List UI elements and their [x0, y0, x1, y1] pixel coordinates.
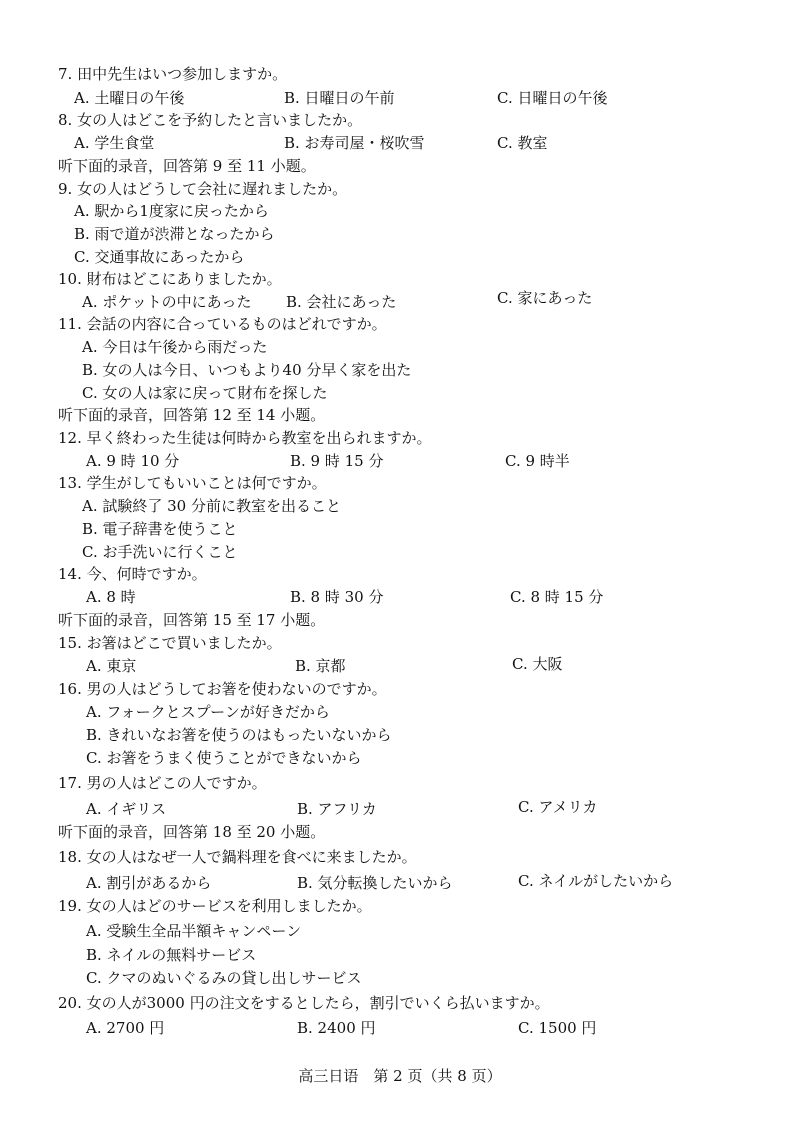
question-17: 17. 男の人はどこの人ですか。 — [58, 774, 267, 792]
question-14-option-b: B. 8 時 30 分 — [290, 588, 384, 606]
question-17-option-b: B. アフリカ — [297, 800, 377, 818]
question-10-option-a: A. ポケットの中にあった — [82, 293, 252, 311]
question-13: 13. 学生がしてもいいことは何ですか。 — [58, 474, 327, 492]
question-7-option-a: A. 土曜日の午後 — [74, 89, 185, 107]
question-8: 8. 女の人はどこを予約したと言いましたか。 — [58, 111, 363, 129]
question-10-option-c: C. 家にあった — [497, 289, 593, 307]
question-8-option-b: B. お寿司屋・桜吹雪 — [284, 134, 425, 152]
question-18-option-b: B. 気分転換したいから — [297, 874, 453, 892]
question-19: 19. 女の人はどのサービスを利用しましたか。 — [58, 897, 372, 915]
question-16-option-a: A. フォークとスプーンが好きだから — [86, 703, 330, 721]
question-8-option-a: A. 学生食堂 — [74, 134, 155, 152]
question-15-option-a: A. 東京 — [86, 657, 137, 675]
question-19-option-b: B. ネイルの無料サービス — [86, 946, 257, 964]
question-13-option-c: C. お手洗いに行くこと — [82, 543, 238, 561]
question-17-option-a: A. イギリス — [86, 800, 167, 818]
question-18-option-c: C. ネイルがしたいから — [518, 872, 674, 890]
question-9-option-c: C. 交通事故にあったから — [74, 248, 245, 266]
question-10: 10. 財布はどこにありましたか。 — [58, 270, 282, 288]
question-18-option-a: A. 割引があるから — [86, 874, 212, 892]
question-14-option-a: A. 8 時 — [86, 588, 136, 606]
question-20: 20. 女の人が3000 円の注文をするとしたら，割引でいくら払いますか。 — [58, 994, 550, 1012]
question-13-option-b: B. 電子辞書を使うこと — [82, 520, 238, 538]
question-15-option-c: C. 大阪 — [512, 655, 563, 673]
question-18: 18. 女の人はなぜ一人で鍋料理を食べに来ましたか。 — [58, 848, 417, 866]
question-12: 12. 早く終わった生徒は何時から教室を出られますか。 — [58, 429, 432, 447]
question-12-option-a: A. 9 時 10 分 — [86, 452, 180, 470]
question-14: 14. 今、何時ですか。 — [58, 565, 207, 583]
section-instruction-9-11: 听下面的录音，回答第 9 至 11 小题。 — [58, 157, 316, 175]
question-15-option-b: B. 京都 — [295, 657, 346, 675]
question-7-option-b: B. 日曜日の午前 — [284, 89, 395, 107]
question-9: 9. 女の人はどうして会社に遅れましたか。 — [58, 180, 348, 198]
question-20-option-a: A. 2700 円 — [86, 1019, 165, 1037]
question-12-option-c: C. 9 時半 — [505, 452, 570, 470]
question-9-option-b: B. 雨で道が渋滞となったから — [74, 225, 275, 243]
question-15: 15. お箸はどこで買いましたか。 — [58, 634, 282, 652]
question-19-option-a: A. 受験生全品半額キャンペーン — [86, 922, 302, 940]
question-8-option-c: C. 教室 — [497, 134, 548, 152]
question-12-option-b: B. 9 時 15 分 — [290, 452, 384, 470]
question-19-option-c: C. クマのぬいぐるみの貸し出しサービス — [86, 969, 362, 987]
question-13-option-a: A. 試験終了 30 分前に教室を出ること — [82, 497, 341, 515]
question-7: 7. 田中先生はいつ参加しますか。 — [58, 65, 288, 83]
question-16-option-c: C. お箸をうまく使うことができないから — [86, 749, 362, 767]
question-9-option-a: A. 駅から1度家に戻ったから — [74, 202, 269, 220]
question-17-option-c: C. アメリカ — [518, 798, 598, 816]
question-16-option-b: B. きれいなお箸を使うのはもったいないから — [86, 726, 392, 744]
question-11: 11. 会話の内容に合っているものはどれですか。 — [58, 315, 387, 333]
question-16: 16. 男の人はどうしてお箸を使わないのですか。 — [58, 680, 387, 698]
question-11-option-c: C. 女の人は家に戻って財布を探した — [82, 384, 328, 402]
question-11-option-a: A. 今日は午後から雨だった — [82, 338, 268, 356]
section-instruction-18-20: 听下面的录音，回答第 18 至 20 小题。 — [58, 823, 326, 841]
question-20-option-c: C. 1500 円 — [518, 1019, 597, 1037]
question-20-option-b: B. 2400 円 — [297, 1019, 376, 1037]
question-14-option-c: C. 8 時 15 分 — [510, 588, 604, 606]
question-7-option-c: C. 日曜日の午後 — [497, 89, 608, 107]
question-11-option-b: B. 女の人は今日、いつもより40 分早く家を出た — [82, 361, 412, 379]
question-10-option-b: B. 会社にあった — [286, 293, 397, 311]
section-instruction-12-14: 听下面的录音，回答第 12 至 14 小题。 — [58, 406, 326, 424]
page-footer: 高三日语 第 2 页（共 8 页） — [298, 1067, 502, 1085]
section-instruction-15-17: 听下面的录音，回答第 15 至 17 小题。 — [58, 611, 326, 629]
